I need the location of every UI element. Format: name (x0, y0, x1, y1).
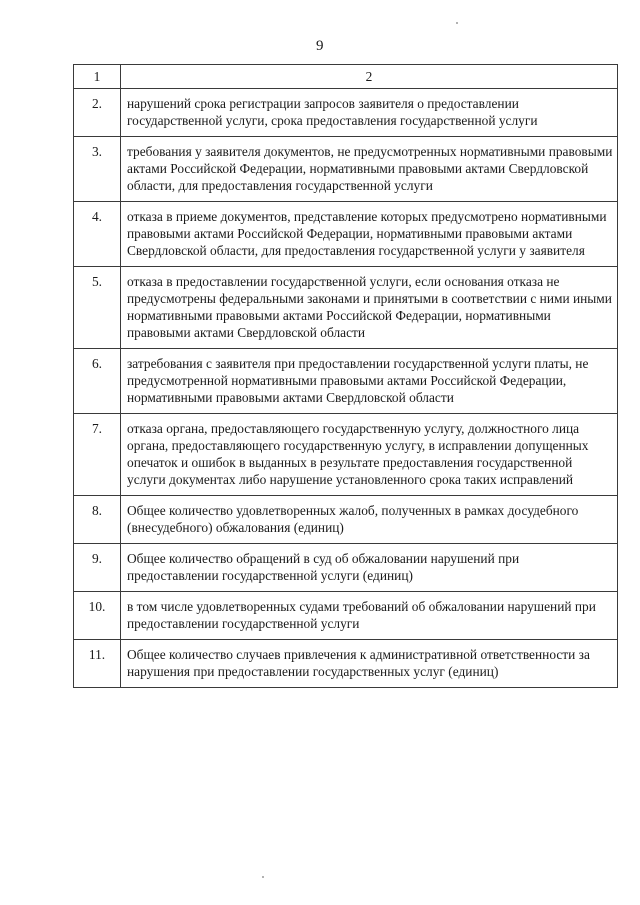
table-row (74, 496, 618, 544)
row-text: нарушений срока регистрации запросов заявителя о предоставлении государственной услуги, срока предоставления государственной услуги (121, 89, 618, 137)
row-text: отказа органа, предоставляющего государственную услугу, должностного лица органа, предоставляющего государственную услугу, в исправлении допущенных опечаток и ошибок в выданных в результате предоставления государственной услуги документах либо нарушение установленного срока таких исправлений (121, 414, 618, 496)
row-number: 9. (74, 544, 121, 592)
row-text: в том числе удовлетворенных судами требований об обжаловании нарушений при предоставлении государственной услуги (121, 592, 618, 640)
row-number: 4. (74, 202, 121, 267)
table-row (74, 137, 618, 202)
row-text: Общее количество обращений в суд об обжаловании нарушений при предоставлении государственной услуги (единиц) (121, 544, 618, 592)
row-number: 3. (74, 137, 121, 202)
row-number: 7. (74, 414, 121, 496)
row-text: Общее количество удовлетворенных жалоб, полученных в рамках досудебного (внесудебного) обжалования (единиц) (121, 496, 618, 544)
scan-speck (262, 876, 264, 878)
table-row (74, 202, 618, 267)
column-header-number: 1 (74, 65, 121, 89)
row-number: 8. (74, 496, 121, 544)
table-row (74, 414, 618, 496)
row-text: отказа в предоставлении государственной услуги, если основания отказа не предусмотрены федеральными законами и принятыми в соответствии с ними иными нормативными правовыми актами Российской Федерации, нормативными правовыми актами Свердловской области (121, 267, 618, 349)
table-header-row (74, 65, 618, 89)
row-number: 2. (74, 89, 121, 137)
scan-speck (456, 22, 458, 24)
table-row (74, 592, 618, 640)
row-number: 10. (74, 592, 121, 640)
page-number: 9 (316, 38, 324, 54)
row-number: 5. (74, 267, 121, 349)
table-row (74, 267, 618, 349)
column-header-text: 2 (121, 65, 618, 89)
document-table (73, 64, 618, 688)
table-row (74, 349, 618, 414)
row-text: требования у заявителя документов, не предусмотренных нормативными правовыми актами Российской Федерации, нормативными правовыми актами Свердловской области, для предоставления государственной услуги (121, 137, 618, 202)
row-number: 6. (74, 349, 121, 414)
table-row (74, 89, 618, 137)
row-text: Общее количество случаев привлечения к административной ответственности за нарушения при предоставлении государственных услуг (единиц) (121, 640, 618, 688)
row-number: 11. (74, 640, 121, 688)
table-row (74, 640, 618, 688)
table-row (74, 544, 618, 592)
row-text: затребования с заявителя при предоставлении государственной услуги платы, не предусмотренной нормативными правовыми актами Российской Федерации, нормативными правовыми актами Свердловской области (121, 349, 618, 414)
row-text: отказа в приеме документов, представление которых предусмотрено нормативными правовыми актами Российской Федерации, нормативными правовыми актами Свердловской области, для предоставления государственной услуги у заявителя (121, 202, 618, 267)
